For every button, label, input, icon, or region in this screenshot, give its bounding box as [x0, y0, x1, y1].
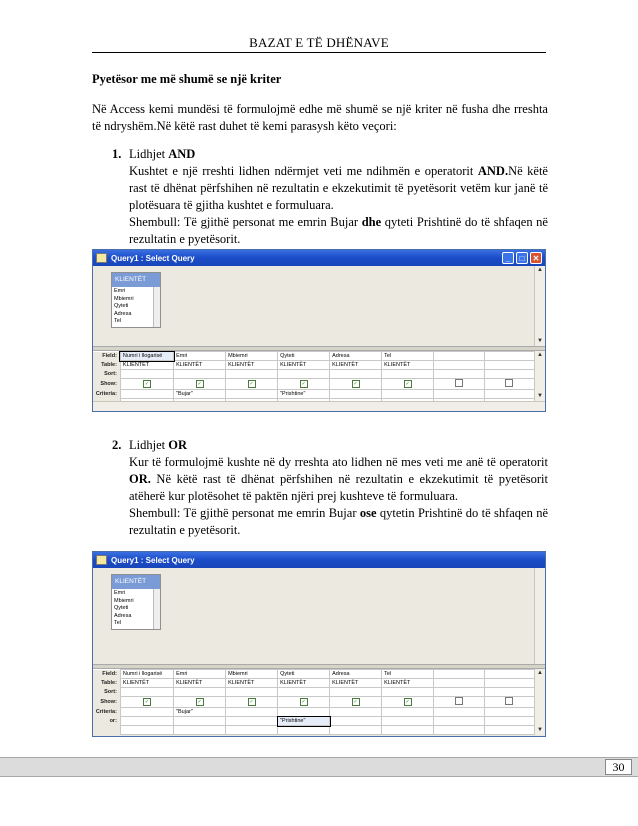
grid-cell[interactable]: Emri [174, 670, 226, 679]
grid-row-empty [93, 726, 535, 735]
row-label: Table: [93, 361, 120, 370]
upper-vertical-scrollbar[interactable] [534, 568, 545, 664]
grid-cell[interactable] [434, 726, 484, 735]
show-checkbox[interactable] [455, 379, 463, 387]
grid-cell[interactable] [226, 390, 278, 399]
grid-cell[interactable] [484, 726, 534, 735]
query-icon [96, 555, 107, 565]
window-title: Query1 : Select Query [111, 555, 195, 565]
grid-cell[interactable] [382, 726, 434, 735]
show-checkbox[interactable]: ✓ [144, 699, 150, 705]
show-checkbox[interactable]: ✓ [301, 381, 306, 387]
desc-part: Kur të formulojmë kushte në dy rreshta ato lidhen në mes veti me anë të operatorit [129, 455, 548, 469]
grid-cell[interactable] [484, 688, 534, 697]
table-field[interactable]: Tel [114, 318, 122, 324]
grid-cell[interactable] [330, 390, 382, 399]
grid-cell [330, 697, 382, 708]
grid-cell[interactable] [382, 390, 434, 399]
grid-cell[interactable] [120, 688, 173, 697]
table-pane [93, 568, 535, 664]
grid-row-table [93, 361, 535, 370]
scroll-down-icon[interactable]: ▼ [537, 393, 543, 399]
grid-row-sort [93, 370, 535, 379]
grid-cell[interactable] [120, 390, 173, 399]
grid-cell [434, 697, 484, 708]
row-label: Show: [93, 379, 120, 390]
grid-cell[interactable] [484, 670, 534, 679]
grid-row-table [93, 679, 535, 688]
grid-cell[interactable] [330, 708, 382, 717]
grid-cell[interactable] [484, 361, 534, 370]
design-grid-table [93, 669, 535, 735]
footer-bar [0, 757, 638, 777]
grid-row-or [93, 717, 535, 726]
table-field[interactable]: Qyteti [114, 303, 129, 309]
grid-cell[interactable] [434, 390, 484, 399]
item-description [129, 163, 548, 214]
grid-row-criteria [93, 390, 535, 399]
grid-row-show [93, 379, 535, 390]
desc-keyword: OR. [129, 472, 151, 486]
desc-part: Në këtë rast të dhënat përfshihen në rezultatin e ekzekutimit të pyetësorit atëherë kur plotësohet të paktën njëri prej kushteve të formuluara. [129, 472, 548, 503]
item-example [129, 214, 548, 248]
grid-cell[interactable]: Emri [174, 352, 226, 361]
grid-cell [382, 379, 434, 390]
table-pane [93, 266, 535, 346]
grid-cell[interactable]: "Bujar" [174, 708, 226, 717]
item-example [129, 505, 548, 539]
grid-cell[interactable] [382, 717, 434, 726]
grid-cell[interactable] [174, 717, 226, 726]
query-window-2 [92, 551, 546, 737]
grid-cell[interactable]: KLIENTËT [226, 679, 278, 688]
grid-cell [382, 697, 434, 708]
grid-cell[interactable] [484, 679, 534, 688]
grid-cell[interactable]: KLIENTËT [330, 679, 382, 688]
grid-cell[interactable]: "Prishtine" [278, 717, 330, 726]
grid-cell[interactable] [278, 688, 330, 697]
grid-cell[interactable]: Mbiemri [226, 670, 278, 679]
grid-cell[interactable] [226, 726, 278, 735]
grid-cell[interactable] [434, 679, 484, 688]
grid-cell[interactable]: KLIENTËT [278, 679, 330, 688]
grid-cell[interactable]: Mbiemri [226, 352, 278, 361]
grid-row-field [93, 352, 535, 361]
grid-cell [278, 697, 330, 708]
scroll-up-icon[interactable]: ▲ [537, 352, 543, 358]
field-list-scrollbar[interactable] [153, 589, 160, 629]
grid-cell[interactable] [120, 717, 173, 726]
grid-cell [278, 379, 330, 390]
grid-cell[interactable]: Adresa [330, 352, 382, 361]
grid-cell[interactable]: Qyteti [278, 352, 330, 361]
grid-cell[interactable]: Numri i llogarisë [120, 352, 173, 361]
window-title: Query1 : Select Query [111, 253, 195, 263]
grid-cell [174, 697, 226, 708]
show-checkbox[interactable]: ✓ [197, 381, 202, 387]
show-checkbox[interactable]: ✓ [353, 381, 358, 387]
query-icon [96, 253, 107, 263]
grid-cell[interactable]: KLIENTËT [174, 679, 226, 688]
desc-part: Në këtë rast të dhënat përfshihen në rezultatin e ekzekutimit të pyetësorit vetëm kur janë të plotësuara të gjitha kushtet e formuluara. [129, 164, 548, 212]
grid-cell[interactable] [434, 688, 484, 697]
scroll-down-icon[interactable]: ▼ [537, 338, 543, 344]
list-item-or [112, 437, 548, 537]
grid-cell[interactable] [174, 726, 226, 735]
grid-cell [434, 379, 484, 390]
desc-part: Kushtet e një rreshti lidhen ndërmjet veti me ndihmën e operatorit [129, 164, 478, 178]
grid-row-sort [93, 688, 535, 697]
row-label: Field: [93, 670, 120, 679]
table-field[interactable]: Qyteti [114, 605, 129, 611]
show-checkbox[interactable]: ✓ [353, 699, 358, 705]
grid-cell[interactable] [484, 708, 534, 717]
grid-cell [484, 697, 534, 708]
example-part: Shembull: Të gjithë personat me emrin Bujar [129, 215, 362, 229]
grid-cell[interactable] [382, 688, 434, 697]
grid-cell[interactable] [330, 370, 382, 379]
grid-cell[interactable]: Qyteti [278, 670, 330, 679]
row-label [93, 726, 120, 735]
show-checkbox[interactable]: ✓ [197, 699, 202, 705]
example-part: Shembull: Të gjithë personat me emrin Bujar [129, 506, 360, 520]
table-field-list [112, 287, 160, 327]
table-field[interactable]: Tel [114, 620, 122, 626]
grid-vertical-scrollbar[interactable] [534, 351, 545, 401]
table-box-title: KLIENTËT [112, 575, 160, 589]
field-list-scrollbar[interactable] [153, 287, 160, 327]
header-rule [92, 52, 546, 53]
title-prefix: Lidhjet [129, 147, 169, 161]
title-prefix: Lidhjet [129, 438, 169, 452]
grid-cell[interactable] [434, 717, 484, 726]
grid-row-show [93, 697, 535, 708]
example-keyword: dhe [361, 215, 382, 229]
grid-cell [120, 379, 173, 390]
grid-cell[interactable]: "Prishtine" [278, 390, 330, 399]
grid-cell[interactable] [434, 370, 484, 379]
grid-cell[interactable] [382, 708, 434, 717]
row-label: Field: [93, 352, 120, 361]
grid-cell[interactable] [434, 361, 484, 370]
grid-cell[interactable] [330, 688, 382, 697]
show-checkbox[interactable] [505, 379, 513, 387]
grid-row-criteria [93, 708, 535, 717]
scroll-up-icon[interactable]: ▲ [537, 267, 543, 273]
grid-cell[interactable] [382, 370, 434, 379]
row-label: or: [93, 717, 120, 726]
grid-cell [174, 379, 226, 390]
grid-cell[interactable]: Tel [382, 670, 434, 679]
list-item-and [112, 146, 548, 246]
grid-cell[interactable]: KLIENTËT [120, 679, 173, 688]
upper-vertical-scrollbar[interactable] [534, 266, 545, 346]
window-titlebar [93, 552, 545, 568]
list-item-title [129, 146, 548, 163]
table-field[interactable]: Emri [114, 288, 126, 294]
show-checkbox[interactable]: ✓ [249, 699, 254, 705]
grid-cell[interactable] [120, 708, 173, 717]
grid-cell[interactable] [174, 688, 226, 697]
table-field[interactable]: Mbiemri [114, 295, 134, 302]
list-item-body [129, 146, 548, 248]
grid-cell [330, 379, 382, 390]
grid-cell[interactable]: KLIENTËT [382, 361, 434, 370]
table-field[interactable]: Mbiemri [114, 597, 134, 604]
show-checkbox[interactable]: ✓ [144, 381, 150, 387]
maximize-button[interactable]: □ [516, 252, 528, 264]
grid-cell[interactable] [434, 708, 484, 717]
grid-cell[interactable] [278, 726, 330, 735]
table-field[interactable]: Emri [114, 590, 126, 596]
grid-row-field [93, 670, 535, 679]
grid-cell[interactable] [330, 717, 382, 726]
grid-cell[interactable] [278, 370, 330, 379]
minimize-button[interactable]: _ [502, 252, 514, 264]
show-checkbox[interactable] [505, 697, 513, 705]
table-field[interactable]: Adresa [114, 310, 132, 317]
show-checkbox[interactable]: ✓ [249, 381, 254, 387]
grid-cell[interactable]: KLIENTËT [174, 361, 226, 370]
title-keyword: OR [168, 438, 187, 452]
scroll-up-icon[interactable]: ▲ [537, 670, 543, 676]
grid-cell[interactable]: Tel [382, 352, 434, 361]
example-part: qytetin Prishtinë do të shfaqen në rezultatin e pyetësorit. [129, 506, 548, 537]
section-heading: Pyetësor me më shumë se një kriter [92, 72, 282, 86]
grid-cell[interactable] [484, 717, 534, 726]
grid-cell[interactable] [434, 352, 484, 361]
show-checkbox[interactable] [455, 697, 463, 705]
grid-cell[interactable]: KLIENTËT [120, 361, 173, 370]
grid-cell[interactable] [484, 370, 534, 379]
grid-cell[interactable] [120, 726, 173, 735]
design-grid [93, 669, 535, 735]
scroll-down-icon[interactable]: ▼ [537, 727, 543, 733]
grid-cell[interactable]: KLIENTËT [330, 361, 382, 370]
grid-horizontal-scrollbar[interactable] [93, 401, 545, 411]
grid-cell[interactable] [434, 670, 484, 679]
grid-cell[interactable] [484, 352, 534, 361]
grid-cell[interactable]: KLIENTËT [382, 679, 434, 688]
list-number: 2. [112, 438, 122, 452]
table-field[interactable]: Adresa [114, 612, 132, 619]
list-item-body [129, 437, 548, 539]
grid-cell [226, 379, 278, 390]
grid-vertical-scrollbar[interactable] [534, 669, 545, 735]
desc-keyword: AND. [477, 164, 509, 178]
example-keyword: ose [359, 506, 377, 520]
grid-cell[interactable] [226, 370, 278, 379]
row-label: Criteria: [93, 708, 120, 717]
row-label: Show: [93, 697, 120, 708]
grid-cell[interactable] [226, 717, 278, 726]
show-checkbox[interactable]: ✓ [301, 699, 306, 705]
query-window-1 [92, 249, 546, 412]
grid-cell[interactable] [120, 370, 173, 379]
grid-cell[interactable] [226, 708, 278, 717]
window-controls [502, 252, 542, 264]
grid-cell [226, 697, 278, 708]
grid-cell[interactable]: KLIENTËT [278, 361, 330, 370]
table-box-title: KLIENTËT [112, 273, 160, 287]
row-label: Sort: [93, 370, 120, 379]
list-number: 1. [112, 147, 122, 161]
design-grid-table [93, 351, 535, 408]
window-titlebar [93, 250, 545, 266]
show-checkbox[interactable]: ✓ [405, 699, 410, 705]
example-part: qyteti Prishtinë do të shfaqen në rezultatin e pyetësorit. [129, 215, 548, 246]
table-field-list [112, 589, 160, 629]
intro-paragraph: Në Access kemi mundësi të formulojmë edhe më shumë se një kriter në fusha dhe rreshta të ndryshëm.Në këtë rast duhet të kemi parasysh këto veçori: [92, 102, 548, 133]
grid-cell[interactable]: KLIENTËT [226, 361, 278, 370]
grid-cell[interactable] [226, 688, 278, 697]
list-item-title [129, 437, 548, 454]
grid-cell[interactable] [174, 370, 226, 379]
grid-cell [484, 379, 534, 390]
row-label: Criteria: [93, 390, 120, 399]
grid-cell [120, 697, 173, 708]
title-keyword: AND [168, 147, 196, 161]
show-checkbox[interactable]: ✓ [405, 381, 410, 387]
grid-cell[interactable] [278, 708, 330, 717]
table-box[interactable] [111, 574, 161, 630]
close-button[interactable]: ✕ [530, 252, 542, 264]
row-label: Sort: [93, 688, 120, 697]
row-label: Table: [93, 679, 120, 688]
grid-cell[interactable]: Adresa [330, 670, 382, 679]
grid-cell[interactable] [330, 726, 382, 735]
page-header: BAZAT E TË DHËNAVE [249, 35, 389, 50]
grid-cell[interactable]: Numri i llogarisë [120, 670, 173, 679]
grid-cell[interactable] [484, 390, 534, 399]
page-number: 30 [605, 759, 632, 775]
item-description [129, 454, 548, 505]
grid-cell[interactable]: "Bujar" [174, 390, 226, 399]
table-box[interactable] [111, 272, 161, 328]
design-grid [93, 351, 535, 408]
